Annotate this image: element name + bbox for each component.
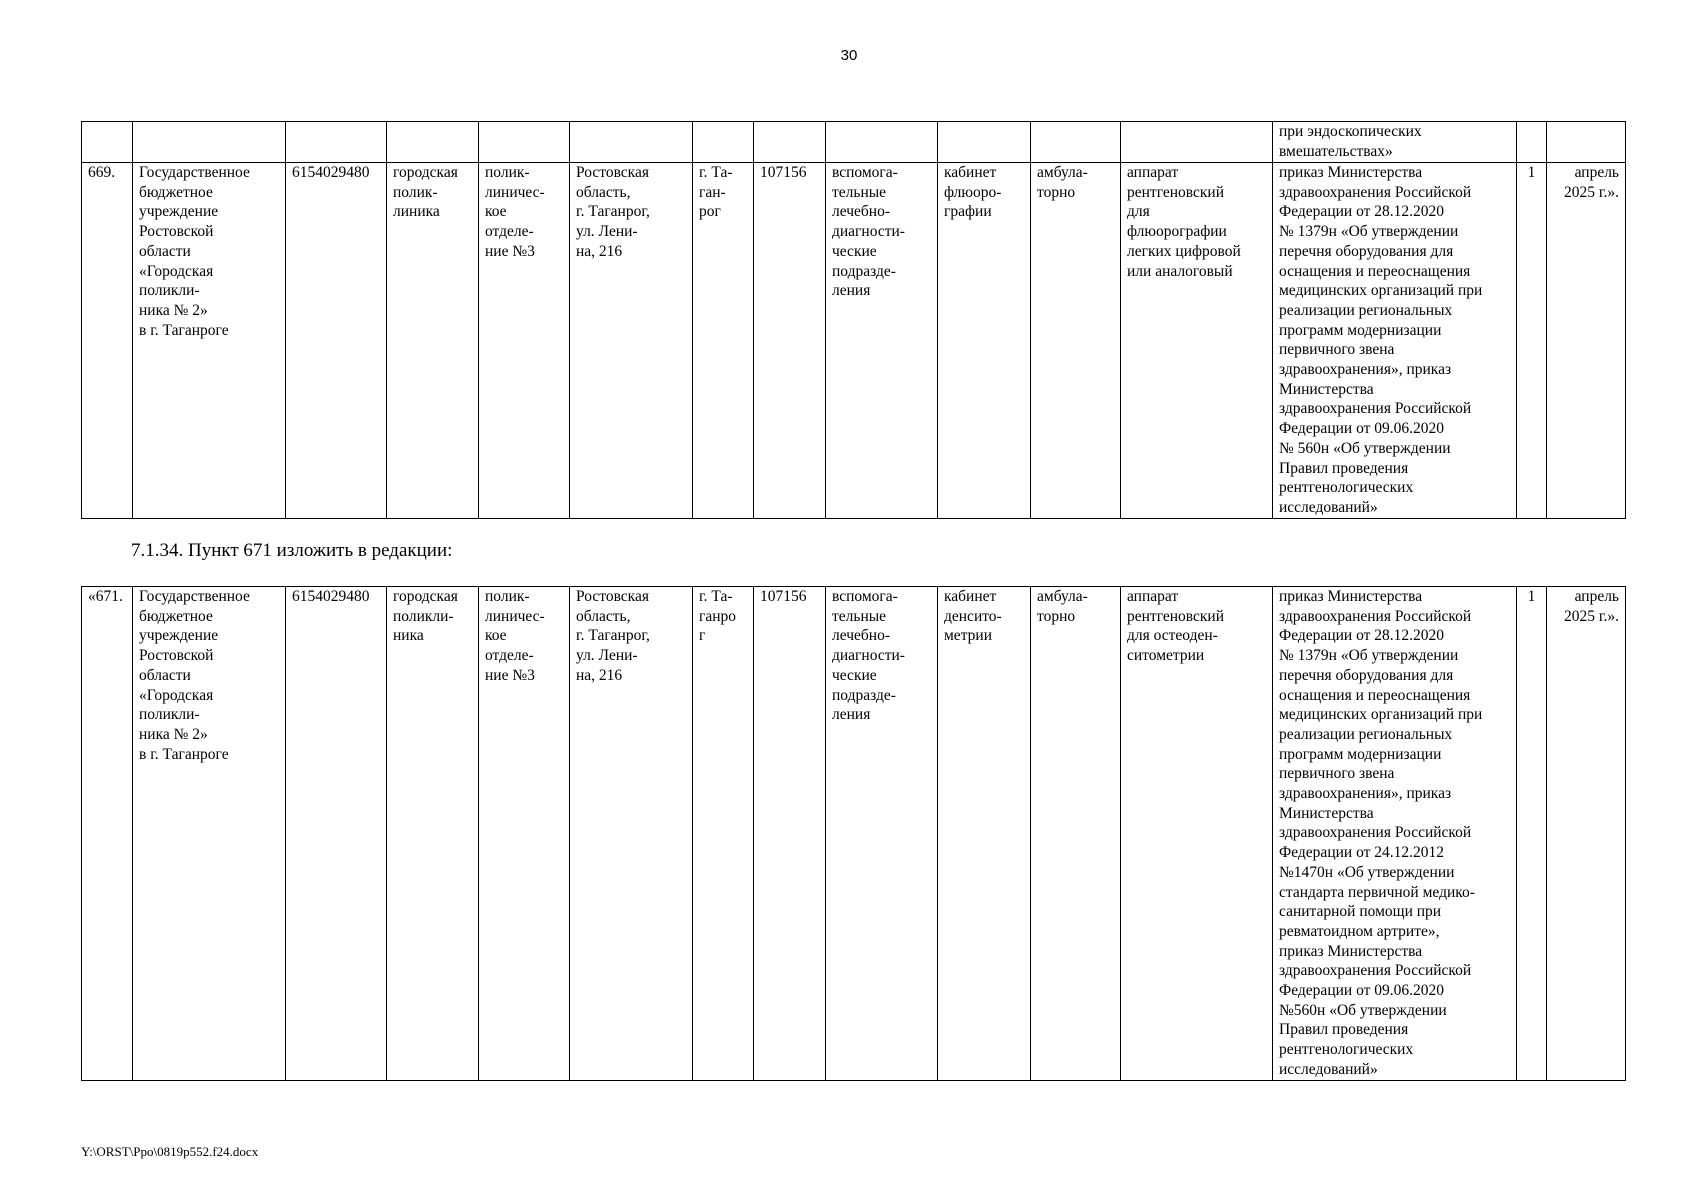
row-number: 669. <box>82 163 133 519</box>
city-cell: г. Та- ганро г <box>693 587 754 1081</box>
page-number: 30 <box>840 47 858 64</box>
address-cell: Ростовская область, г. Таганрог, ул. Лени- на, 216 <box>570 587 693 1081</box>
city-cell: г. Та- ган- рог <box>693 163 754 519</box>
quantity-cell: 1 <box>1517 163 1547 519</box>
organization-cell: Государственное бюджетное учреждение Ростовской области «Городская поликли- ника № 2» в г. Таганроге <box>133 587 286 1081</box>
basis-cell: приказ Министерства здравоохранения Российской Федерации от 28.12.2020 № 1379н «Об утверждении перечня оборудования для оснащения и переоснащения медицинских организаций при реализации региональных программ модернизации первичного звена здравоохранения», приказ Министерства здравоохранения Российской Федерации от 24.12.2012 №1470н «Об утверждении стандарта первичной медико- санитарной помощи при ревматоидном артрите», приказ Министерства здравоохранения Российской Федерации от 09.06.2020 №560н «Об утверждении Правил проведения рентгенологических исследований» <box>1273 587 1517 1081</box>
row-number: «671. <box>82 587 133 1081</box>
department-cell: полик- линичес- кое отделе- ние №3 <box>479 163 570 519</box>
table-row-671 <box>82 587 1626 1081</box>
room-cell: кабинет флюоро- графии <box>938 163 1031 519</box>
basis-cell: приказ Министерства здравоохранения Российской Федерации от 28.12.2020 № 1379н «Об утверждении перечня оборудования для оснащения и переоснащения медицинских организаций при реализации региональных программ модернизации первичного звена здравоохранения», приказ Министерства здравоохранения Российской Федерации от 09.06.2020 № 560н «Об утверждении Правил проведения рентгенологических исследований» <box>1273 163 1517 519</box>
date-cell: апрель 2025 г.». <box>1547 587 1626 1081</box>
organization-cell: Государственное бюджетное учреждение Ростовской области «Городская поликли- ника № 2» в г. Таганроге <box>133 163 286 519</box>
department-cell: полик- линичес- кое отделе- ние №3 <box>479 587 570 1081</box>
registry-table-amended <box>81 586 1626 1081</box>
unit-cell: вспомога- тельные лечебно- диагности- ческие подразде- ления <box>826 163 938 519</box>
code-cell: 107156 <box>754 163 826 519</box>
inn-cell: 6154029480 <box>286 587 387 1081</box>
registry-table-continued <box>81 121 1626 519</box>
inn-cell: 6154029480 <box>286 163 387 519</box>
equipment-cell: аппарат рентгеновский для флюорографии легких цифровой или аналоговый <box>1121 163 1273 519</box>
address-cell: Ростовская область, г. Таганрог, ул. Лени- на, 216 <box>570 163 693 519</box>
mode-cell: амбула- торно <box>1031 163 1121 519</box>
table-row-continuation <box>82 122 1626 163</box>
unit-cell: вспомога- тельные лечебно- диагности- ческие подразде- ления <box>826 587 938 1081</box>
facility-type-cell: городская поликли- ника <box>387 587 479 1081</box>
facility-type-cell: городская полик- линика <box>387 163 479 519</box>
quantity-cell: 1 <box>1517 587 1547 1081</box>
mode-cell: амбула- торно <box>1031 587 1121 1081</box>
basis-cell: при эндоскопических вмешательствах» <box>1273 122 1517 163</box>
date-cell: апрель 2025 г.». <box>1547 163 1626 519</box>
equipment-cell: аппарат рентгеновский для остеоден- ситометрии <box>1121 587 1273 1081</box>
file-path-footer: Y:\ORST\Ppo\0819p552.f24.docx <box>81 1144 259 1159</box>
amendment-paragraph: 7.1.34. Пункт 671 изложить в редакции: <box>131 540 453 561</box>
room-cell: кабинет денсито- метрии <box>938 587 1031 1081</box>
code-cell: 107156 <box>754 587 826 1081</box>
table-row-669 <box>82 163 1626 519</box>
